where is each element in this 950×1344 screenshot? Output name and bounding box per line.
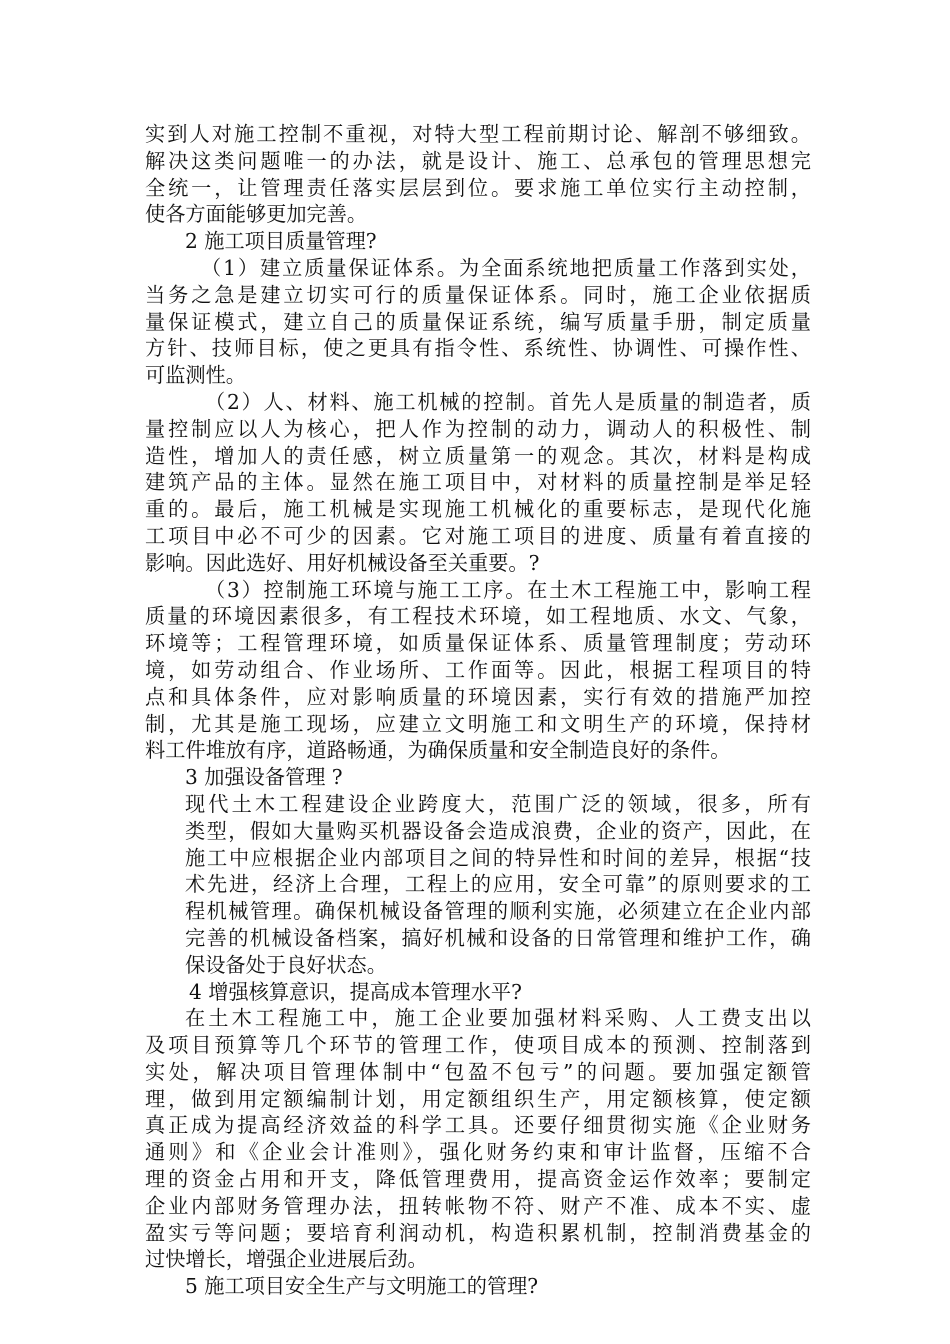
section-heading: 3 加强设备管理 ? <box>185 765 343 790</box>
text-line: 建筑产品的主体。显然在施工项目中，对材料的质量控制是举足轻 <box>145 470 811 495</box>
text-line: 解决这类问题唯一的办法，就是设计、施工、总承包的管理思想完 <box>145 148 811 173</box>
text-line: 通则》和《企业会计准则》，强化财务约束和审计监督，压缩不合 <box>145 1140 811 1165</box>
text-line: （1）建立质量保证体系。为全面系统地把质量工作落到实处， <box>201 255 811 280</box>
text-line: 重的。最后，施工机械是实现施工机械化的重要标志，是现代化施 <box>145 497 811 522</box>
text-line: 料工件堆放有序，道路畅通，为确保质量和安全制造良好的条件。 <box>145 738 731 763</box>
text-line: 工项目中必不可少的因素。它对施工项目的进度、质量有着直接的 <box>145 523 811 548</box>
text-line: 制，尤其是施工现场，应建立文明施工和文明生产的环境，保持材 <box>145 711 811 736</box>
text-line: 理，做到用定额编制计划，用定额组织生产，用定额核算，使定额 <box>145 1086 811 1111</box>
text-line: 影响。因此选好、用好机械设备至关重要。? <box>145 550 540 575</box>
text-line: 程机械管理。确保机械设备管理的顺利实施，必须建立在企业内部 <box>185 899 811 924</box>
text-line: 盈实亏等问题；要培育利润动机，构造积累机制，控制消费基金的 <box>145 1220 811 1245</box>
text-line: 术先进，经济上合理，工程上的应用，安全可靠”的原则要求的工 <box>185 872 811 897</box>
text-line: 实处，解决项目管理体制中“包盈不包亏”的问题。要加强定额管 <box>145 1059 811 1084</box>
document-body <box>145 121 811 1300</box>
section-heading: 5 施工项目安全生产与文明施工的管理? <box>185 1274 539 1299</box>
text-line: 境，如劳动组合、作业场所、工作面等。因此，根据工程项目的特 <box>145 657 811 682</box>
text-line: 量控制应以人为核心，把人作为控制的动力，调动人的积极性、制 <box>145 416 811 441</box>
text-line: 保设备处于良好状态。 <box>185 952 387 977</box>
text-line: 施工中应根据企业内部项目之间的特异性和时间的差异，根据“技 <box>185 845 811 870</box>
text-line: 现代土木工程建设企业跨度大，范围广泛的领域，很多，所有 <box>185 791 811 816</box>
text-line: 及项目预算等几个环节的管理工作，使项目成本的预测、控制落到 <box>145 1033 811 1058</box>
section-heading: 4 增强核算意识，提高成本管理水平? <box>189 979 522 1004</box>
text-line: 方针、技师目标，使之更具有指令性、系统性、协调性、可操作性、 <box>145 336 811 361</box>
text-line: 点和具体条件，应对影响质量的环境因素，实行有效的措施严加控 <box>145 684 811 709</box>
text-line: （3）控制施工环境与施工工序。在土木工程施工中，影响工程 <box>205 577 811 602</box>
text-line: 在土木工程施工中，施工企业要加强材料采购、人工费支出以 <box>185 1006 811 1031</box>
text-line: （2）人、材料、施工机械的控制。首先人是质量的制造者，质 <box>205 389 811 414</box>
text-line: 环境等；工程管理环境，如质量保证体系、质量管理制度；劳动环 <box>145 631 811 656</box>
text-line: 可监测性。 <box>145 363 246 388</box>
text-line: 使各方面能够更加完善。 <box>145 202 368 227</box>
text-line: 过快增长，增强企业进展后劲。 <box>145 1247 428 1272</box>
text-line: 造性，增加人的责任感，树立质量第一的观念。其次，材料是构成 <box>145 443 811 468</box>
text-line: 实到人对施工控制不重视，对特大型工程前期讨论、解剖不够细致。 <box>145 122 811 146</box>
text-line: 企业内部财务管理办法，扭转帐物不符、财产不准、成本不实、虚 <box>145 1193 811 1218</box>
text-line: 全统一，让管理责任落实层层到位。要求施工单位实行主动控制， <box>145 175 811 200</box>
text-line: 理的资金占用和开支，降低管理费用，提高资金运作效率；要制定 <box>145 1167 811 1192</box>
text-line: 完善的机械设备档案，搞好机械和设备的日常管理和维护工作，确 <box>185 925 811 950</box>
text-line: 质量的环境因素很多，有工程技术环境，如工程地质、水文、气象， <box>145 604 811 629</box>
section-heading: 2 施工项目质量管理? <box>185 229 377 254</box>
text-line: 真正成为提高经济效益的科学工具。还要仔细贯彻实施《企业财务 <box>145 1113 811 1138</box>
text-line: 当务之急是建立切实可行的质量保证体系。同时，施工企业依据质 <box>145 282 811 307</box>
text-line: 量保证模式，建立自己的质量保证系统，编写质量手册，制定质量 <box>145 309 811 334</box>
text-line: 类型，假如大量购买机器设备会造成浪费，企业的资产，因此，在 <box>185 818 811 843</box>
